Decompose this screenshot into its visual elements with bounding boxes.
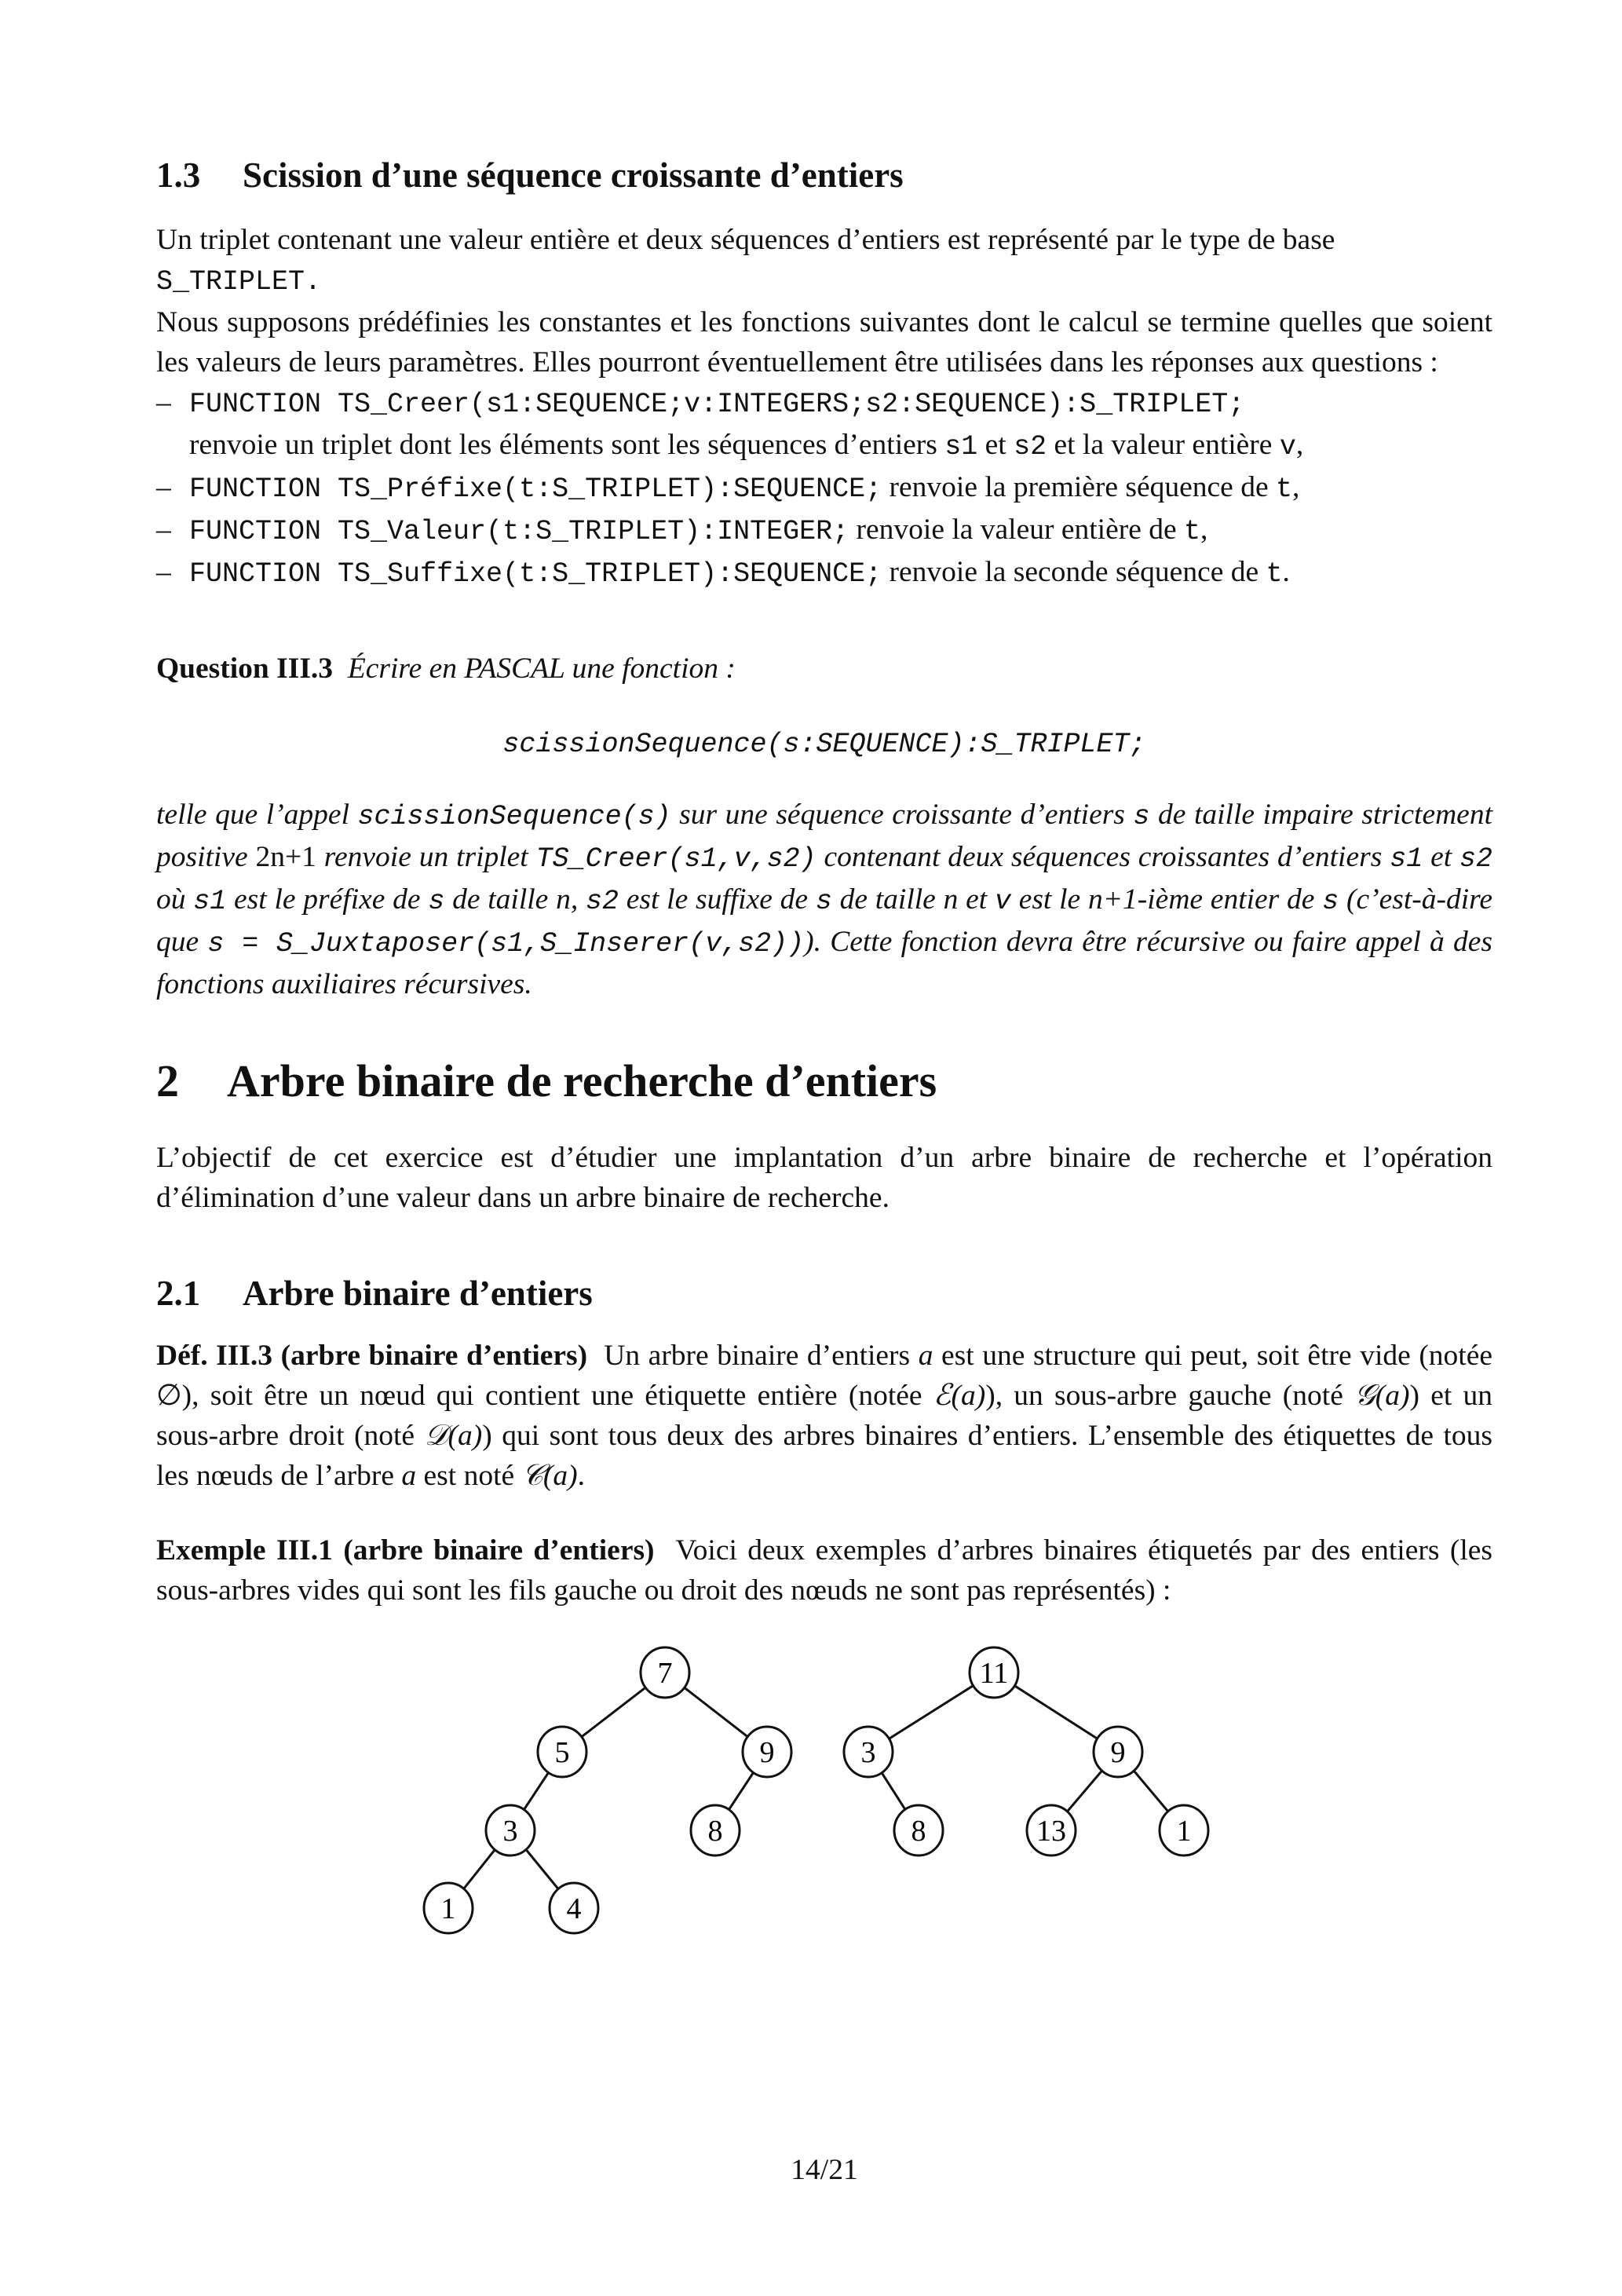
math: n — [943, 883, 959, 916]
tree-edge — [582, 1687, 646, 1737]
tree-node-label: 3 — [502, 1815, 518, 1848]
tree-edge — [729, 1772, 754, 1810]
t: . — [577, 1460, 585, 1492]
t: où — [156, 883, 194, 916]
math: ∅ — [156, 1380, 182, 1412]
section-number: 1.3 — [156, 155, 201, 195]
t: ) et un sous-arbre droit (noté — [156, 1380, 1492, 1452]
dash: – — [156, 471, 171, 503]
section-title: Scission d’une séquence croissante d’entiers — [243, 155, 904, 195]
text: . — [1282, 556, 1290, 588]
t: de taille — [444, 883, 557, 916]
t: contenant deux séquences croissantes d’entiers — [816, 841, 1390, 873]
dash: – — [156, 386, 171, 419]
t: de taille — [831, 883, 944, 916]
code: s2 — [1014, 431, 1047, 462]
tree-1 — [424, 1647, 791, 1933]
t: sur une séquence croissante d’entiers — [670, 799, 1134, 831]
code: FUNCTION TS_Valeur(t:S_TRIPLET):INTEGER; — [189, 516, 849, 547]
t: ). Cette fonction devra être récursive ou faire appel à des fonctions auxiliaires récursives. — [156, 926, 1492, 1000]
math: ℰ(a) — [933, 1380, 986, 1412]
tree-node-label: 8 — [911, 1815, 926, 1848]
t: est noté — [416, 1460, 522, 1492]
math: 2n+1 — [255, 841, 316, 873]
text: renvoie la seconde séquence de — [882, 556, 1266, 588]
text: renvoie la première séquence de — [882, 471, 1276, 503]
text: , — [1295, 429, 1304, 461]
example-label: Exemple III.1 (arbre binaire d’entiers) — [156, 1534, 655, 1567]
tree-edge — [882, 1772, 906, 1810]
tree-node-label: 3 — [860, 1736, 876, 1769]
t: et — [958, 883, 995, 916]
text: renvoie un triplet dont les éléments sont les séquences d’entiers — [189, 429, 945, 461]
dash: – — [156, 556, 171, 588]
code: FUNCTION TS_Préfixe(t:S_TRIPLET):SEQUENCE; — [189, 473, 882, 505]
tree-node-label: 9 — [759, 1736, 775, 1769]
t: ), un sous-arbre gauche (noté — [985, 1380, 1355, 1412]
t: (c’est-à-dire que — [156, 883, 1492, 958]
t: de taille impaire strictement positive — [156, 799, 1492, 873]
c: s2 — [585, 886, 619, 917]
text: Un triplet contenant une valeur entière et deux séquences d’entiers est représenté par le type de base — [156, 224, 1335, 256]
code: t — [1266, 558, 1283, 590]
code: FUNCTION TS_Creer(s1:SEQUENCE;v:INTEGERS;s2:SEQUENCE):S_TRIPLET; — [189, 389, 1245, 420]
tree-edge — [526, 1849, 559, 1889]
math: n+1 — [1087, 883, 1138, 916]
tree-node-label: 1 — [1176, 1815, 1192, 1848]
signature-code: scissionSequence(s:SEQUENCE):S_TRIPLET; — [502, 729, 1146, 760]
question-text: Écrire en PASCAL une fonction : — [347, 653, 736, 685]
tree-node-label: 1 — [440, 1892, 456, 1925]
text: , — [1200, 514, 1208, 546]
text: , — [1292, 471, 1300, 503]
t: ) qui sont tous deux des arbres binaires d’entiers. L’ensemble des étiquettes de tous les nœuds de l’arbre — [156, 1420, 1493, 1492]
question-label: Question III.3 — [156, 653, 334, 685]
tree-edge — [463, 1849, 495, 1889]
section-number: 2.1 — [156, 1274, 201, 1313]
code: v — [1279, 431, 1296, 462]
code: S_TRIPLET. — [156, 266, 322, 298]
tree-2 — [844, 1647, 1208, 1855]
t: , — [570, 883, 586, 916]
t: est le suffixe de — [619, 883, 816, 916]
t: renvoie un triplet — [316, 841, 536, 873]
t: est le préfixe de — [226, 883, 429, 916]
tree-edge — [1134, 1771, 1168, 1812]
text: renvoie la valeur entière de — [849, 514, 1184, 546]
c: s — [1322, 886, 1339, 917]
section-title: Arbre binaire de recherche d’entiers — [227, 1055, 937, 1106]
page-number: 14/21 — [791, 2154, 858, 2186]
c: s1 — [1390, 843, 1423, 875]
tree-edge — [1014, 1686, 1098, 1739]
math: n — [556, 883, 571, 916]
c: s1 — [193, 886, 227, 917]
section-number: 2 — [156, 1055, 179, 1106]
t: est le — [1010, 883, 1088, 916]
t: Un arbre binaire d’entiers — [604, 1340, 919, 1372]
c: scissionSequence(s) — [357, 801, 671, 832]
definition-label: Déf. III.3 (arbre binaire d’entiers) — [156, 1340, 588, 1372]
math: 𝒢(a) — [1354, 1380, 1410, 1412]
tree-edge — [1067, 1771, 1102, 1812]
text: et la valeur entière — [1047, 429, 1280, 461]
t: et — [1423, 841, 1459, 873]
t: est une structure qui peut, soit être vide (notée — [933, 1340, 1493, 1372]
t: -ième entier de — [1137, 883, 1323, 916]
tree-node-label: 5 — [554, 1736, 570, 1769]
math: 𝒞(a) — [521, 1460, 578, 1492]
c: s — [1133, 801, 1150, 832]
text: et — [977, 429, 1014, 461]
t: telle que l’appel — [156, 799, 358, 831]
tree-edge — [684, 1687, 747, 1737]
tree-edge — [889, 1686, 974, 1739]
tree-node-label: 13 — [1036, 1815, 1066, 1848]
c: s — [428, 886, 445, 917]
example-text: Voici deux exemples d’arbres binaires étiquetés par des entiers (les sous-arbres vides qui sont les fils gauche ou droit des nœuds ne sont pas représentés) : — [156, 1534, 1493, 1607]
c: TS_Creer(s1,v,s2) — [535, 843, 816, 875]
paragraph-functions-intro: Nous supposons prédéfinies les constantes et les fonctions suivantes dont le calcul se termine quelles que soient les valeurs de leurs paramètres. Elles pourront éventuellement être utilisées dans les réponses aux questions : — [156, 306, 1492, 378]
dash: – — [156, 514, 171, 546]
math: a — [918, 1340, 933, 1372]
c: s — [815, 886, 832, 917]
code: t — [1184, 516, 1201, 547]
tree-node-label: 8 — [707, 1815, 723, 1848]
c: s = S_Juxtaposer(s1,S_Inserer(v,s2)) — [207, 928, 805, 960]
math: 𝒟(a) — [424, 1420, 483, 1452]
section-2-intro: L’objectif de cet exercice est d’étudier une implantation d’un arbre binaire de recherche et l’opération d’élimination d’une valeur dans un arbre binaire de recherche. — [156, 1142, 1492, 1214]
math: a — [401, 1460, 417, 1492]
tree-node-label: 4 — [566, 1892, 582, 1925]
code: t — [1275, 473, 1292, 505]
tree-node-label: 11 — [979, 1657, 1009, 1690]
c: s2 — [1459, 843, 1493, 875]
tree-node-label: 9 — [1110, 1736, 1126, 1769]
t: ), soit être un nœud qui contient une étiquette entière (notée — [181, 1380, 933, 1412]
code: FUNCTION TS_Suffixe(t:S_TRIPLET):SEQUENCE; — [189, 558, 882, 590]
code: s1 — [944, 431, 978, 462]
section-title: Arbre binaire d’entiers — [243, 1274, 593, 1313]
tree-edge — [524, 1772, 549, 1810]
tree-node-label: 7 — [657, 1657, 673, 1690]
c: v — [994, 886, 1011, 917]
